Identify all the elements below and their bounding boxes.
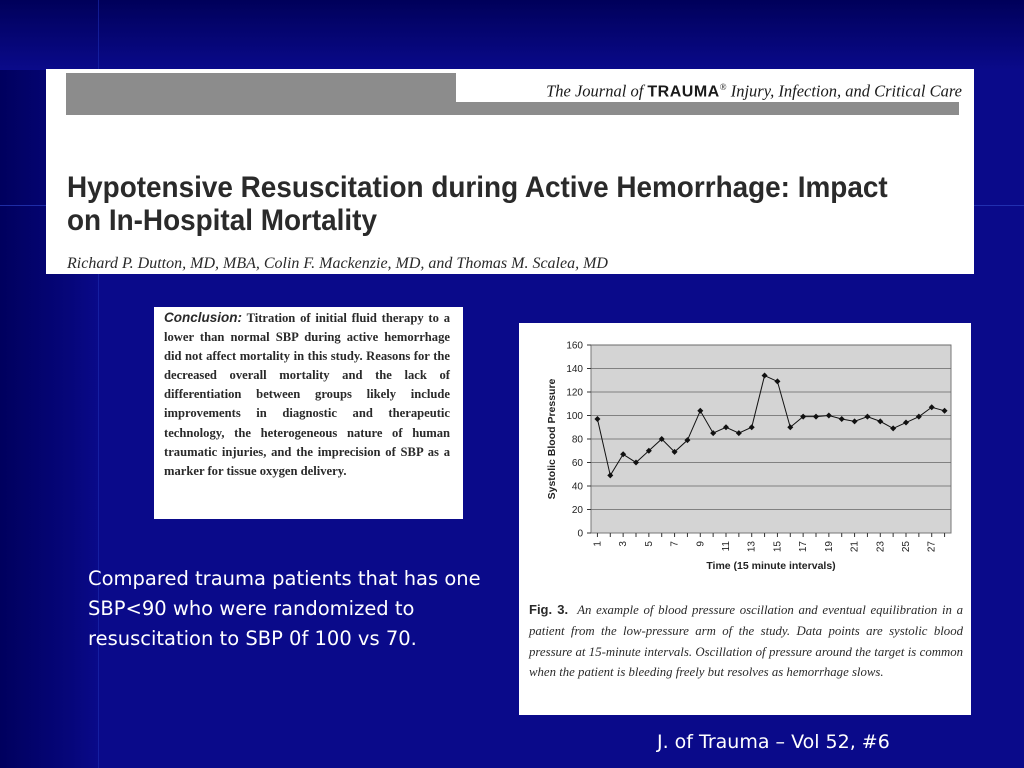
journal-header-bar: [66, 73, 456, 102]
figure-caption: [529, 600, 963, 683]
y-tick-label: 140: [566, 364, 583, 375]
journal-name-prefix: The Journal of: [546, 81, 644, 101]
x-tick-label: 5: [643, 541, 655, 547]
conclusion-paragraph: [164, 308, 450, 481]
y-tick-label: 40: [571, 481, 583, 493]
paper-title: [67, 171, 899, 237]
figure-caption-text: An example of blood pressure oscillation and eventual equilibration in a patient from the low-pressure arm of the study. Data points are systolic blood pressure at 15-minute intervals. Oscillation of pressure around the target is common when the patient is bleeding freely but resolves as hemorrhage slows.: [529, 603, 964, 680]
citation: J. of Trauma – Vol 52, #6: [657, 731, 890, 753]
sbp-line-chart: [519, 323, 971, 593]
figure-label: Fig. 3.: [529, 602, 569, 617]
journal-name-trauma: TRAUMA: [647, 83, 720, 101]
x-tick-label: 17: [798, 541, 810, 553]
journal-name-suffix: Injury, Infection, and Critical Care: [730, 81, 962, 101]
journal-name: [482, 73, 962, 101]
y-axis-label: Systolic Blood Pressure: [546, 378, 558, 500]
x-tick-label: 11: [721, 541, 732, 552]
paper-authors: Richard P. Dutton, MD, MBA, Colin F. Mackenzie, MD, and Thomas M. Scalea, MD: [67, 255, 608, 272]
y-tick-label: 80: [571, 434, 583, 446]
journal-registered-mark: ®: [719, 82, 727, 92]
x-tick-label: 3: [618, 541, 630, 547]
figure-clipping: [519, 323, 971, 715]
x-tick-label: 21: [849, 541, 861, 553]
y-tick-label: 120: [566, 387, 583, 399]
x-tick-label: 13: [746, 541, 758, 553]
background-top-band: [0, 0, 1024, 70]
x-tick-label: 9: [695, 541, 707, 547]
conclusion-text: Titration of initial fluid therapy to a lower than normal SBP during active hemorrhage did not affect mortality in this study. Reasons for the decreased overall mortality and the lack of differentiation between groups likely include improvements in diagnostic and therapeutic technology, the heterogeneous nature of human traumatic injuries, and the imprecision of SBP as a marker for tissue oxygen delivery.: [164, 311, 450, 478]
x-axis-label: Time (15 minute intervals): [706, 560, 836, 572]
y-tick-label: 0: [577, 528, 583, 540]
slide-body-text: Compared trauma patients that has one SBP<90 who were randomized to resuscitation to SBP 0f 100 vs 70.: [88, 567, 481, 650]
paper-title-line-1: Hypotensive Resuscitation during Active Hemorrhage: Impact: [67, 171, 888, 204]
x-tick-label: 7: [669, 541, 681, 547]
x-tick-label: 1: [592, 541, 604, 547]
x-tick-label: 23: [875, 541, 887, 553]
x-tick-label: 25: [901, 541, 912, 553]
y-tick-label: 100: [566, 411, 583, 422]
paper-title-line-2: on In-Hospital Mortality: [67, 204, 377, 237]
x-tick-label: 19: [823, 541, 835, 553]
conclusion-clipping: [154, 307, 463, 519]
x-tick-label: 15: [772, 541, 784, 553]
journal-header-clipping: [46, 69, 974, 274]
y-tick-label: 160: [566, 340, 583, 352]
y-tick-label: 20: [571, 505, 583, 516]
journal-header-rule: [66, 102, 959, 115]
x-tick-label: 27: [926, 541, 938, 553]
y-tick-label: 60: [571, 458, 583, 469]
conclusion-label: Conclusion:: [164, 310, 242, 325]
